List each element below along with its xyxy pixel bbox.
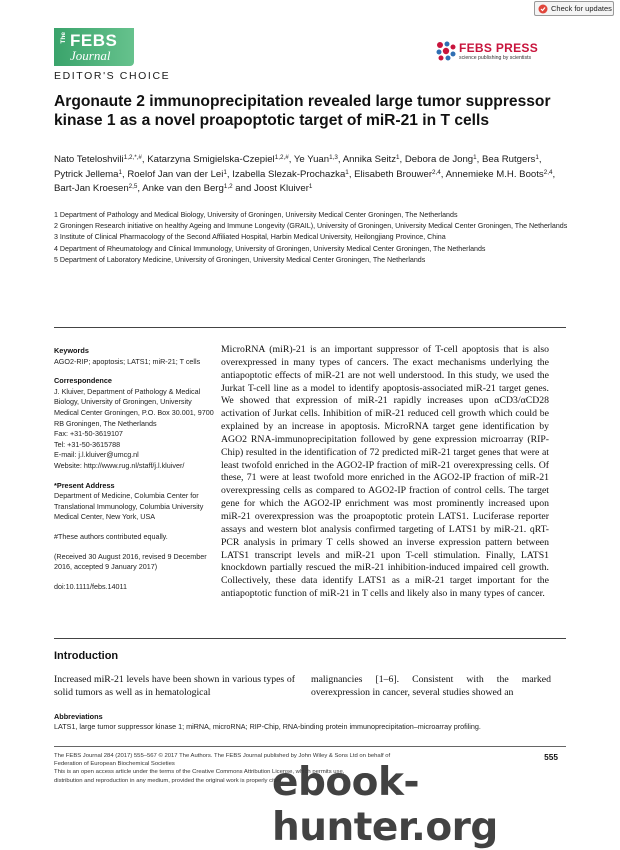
author-name: Roelof Jan van der Lei	[127, 168, 224, 180]
affiliation-item: 2 Groningen Research initiative on healthy Ageing and Immune Longevity (GRAIL), University of Groningen, University Medical Center Groningen, The Netherlands	[54, 222, 568, 231]
press-name: FEBS PRESS	[459, 41, 539, 55]
received-dates: (Received 30 August 2016, revised 9 December 2016, accepted 9 January 2017)	[54, 551, 207, 572]
introduction-column-left: Increased miR-21 levels have been shown in various types of solid tumors as well as in hematological	[54, 674, 295, 698]
logo-the: The	[60, 32, 67, 44]
author-name: Bart-Jan Kroesen	[54, 183, 129, 195]
author-affiliation-marker: 1	[345, 168, 349, 176]
author-name: Annemieke M.H. Boots	[445, 168, 544, 180]
check-for-updates-button[interactable]	[534, 1, 614, 16]
affiliation-list	[54, 210, 574, 266]
check-updates-icon	[538, 4, 548, 14]
affiliation-item: 1 Department of Pathology and Medical Biology, University of Groningen, University Medical Center Groningen, The Netherlands	[54, 211, 458, 219]
divider	[54, 638, 566, 639]
author-affiliation-marker: 2,5	[128, 183, 138, 191]
author-name: Annika Seitz	[342, 154, 397, 165]
febs-journal-logo	[54, 28, 134, 66]
divider	[54, 327, 566, 328]
author-affiliation-marker: 1	[223, 168, 227, 176]
page-number: 555	[544, 752, 558, 762]
febs-press-logo	[435, 38, 540, 64]
logo-journal: Journal	[70, 48, 111, 63]
author-affiliation-marker: 1	[308, 183, 313, 191]
footer-line: This is an open access article under the terms of the Creative Commons Attribution License, which permits use,	[54, 769, 345, 776]
abbreviations-heading: Abbreviations	[54, 712, 103, 721]
footer-line: distribution and reproduction in any medium, provided the original work is properly cited.	[54, 777, 284, 784]
keywords-heading: Keywords	[54, 346, 89, 355]
fax-text: Fax: +31-50-3619107	[54, 429, 123, 439]
author-name: Debora de Jong	[404, 154, 474, 165]
correspondence-text: J. Kluiver, Department of Pathology & Medical Biology, University of Groningen, University Medical Center Groningen, P.O. Box 30.001, 9700 RB Groningen, The Netherlands	[54, 386, 214, 428]
keywords-block	[54, 346, 214, 367]
author-affiliation-marker: 1,3	[329, 154, 338, 161]
author-name: Katarzyna Smigielska-Czepiel	[147, 154, 275, 165]
present-address-block	[54, 481, 214, 523]
tel-text: Tel: +31-50-3615788	[54, 439, 121, 449]
author-name: Izabella Slezak-Prochazka	[232, 168, 346, 180]
footer-line: The FEBS Journal 284 (2017) 555–567 © 2017 The Authors. The FEBS Journal published by John Wiley & Sons Ltd on behalf of	[54, 753, 391, 759]
abstract-text: MicroRNA (miR)-21 is an important suppressor of T-cell apoptosis that is also overexpressed in many types of cancers. The exact mechanisms underlying the antiapoptotic effects of miR-21 are not well understood. In this study, we used the Jurkat T-cell line as a model to identify apoptosis-associated miR-21 target genes. We showed that expression of miR-21 rapidly increases upon αCD3/αCD28 activation of Jurkat cells. Inhibition of miR-21 reduced cell growth which could be explained by an increase in apoptosis. MicroRNA target gene identification by AGO2 RNA-immunoprecipitation followed by gene expression microarray (RIP-Chip) resulted in the identification of 72 predicted miR-21 target genes that were at least twofold enriched in the AGO2-IP fraction of miR-21 overexpressing cells. Of these, 71 were at least twofold more enriched in the AGO2-IP fraction of miR-21 overexpressing cells as compared to AGO2-IP fraction of control cells. The target gene for which the AGO2-IP enrichment was most prominently increased upon miR-21 overexpression was the proapoptotic protein LATS1. Luciferase reporter assays and western blot analysis confirmed targeting of LATS1 by miR-21. qRT-PCR analysis in primary T cells showed an inverse expression pattern between LATS1 transcript levels and miR-21 upon T-cell stimulation. Finally, LATS1 knockdown partially rescued the miR-21 inhibition-induced impaired cell growth. Collectively, these data identify LATS1 as a miR-21 target important for the antiapoptotic function of miR-21 in T cells and likely also in many types of cancer.	[221, 344, 549, 600]
correspondence-block	[54, 376, 214, 471]
footer-line: Federation of European Biochemical Societies	[54, 761, 175, 768]
author-name: Bea Rutgers	[482, 154, 536, 165]
abbreviations-text: LATS1, large tumor suppressor kinase 1; miRNA, microRNA; RIP-Chip, RNA-binding protein immunoprecipitation–microarray profiling.	[54, 722, 481, 731]
present-address-text: Department of Medicine, Columbia Center for Translational Immunology, Columbia University Medical Center, New York, USA	[54, 491, 204, 522]
editors-choice-label: EDITOR'S CHOICE	[54, 70, 171, 82]
keywords-text: AGO2-RIP; apoptosis; LATS1; miR-21; T cells	[54, 356, 201, 366]
author-affiliation-marker: 1	[396, 154, 400, 161]
affiliation-item: 5 Department of Laboratory Medicine, University of Groningen, University Medical Center Groningen, The Netherlands	[54, 255, 426, 264]
press-tagline: science publishing by scientists	[459, 55, 532, 61]
doi-link[interactable]: doi:10.1111/febs.14011	[54, 581, 127, 591]
author-affiliation-marker: 1,2,#	[274, 154, 289, 161]
article-sidebar	[54, 346, 214, 601]
watermark: ebook-hunter.org	[272, 760, 498, 850]
author-affiliation-marker: 2,4	[543, 168, 553, 176]
equal-contribution-note: #These authors contributed equally.	[54, 531, 168, 541]
check-updates-label: Check for updates	[551, 4, 612, 13]
febs-press-dots-icon	[435, 40, 457, 62]
author-affiliation-marker: 2,4	[432, 168, 441, 176]
affiliation-item: 3 Institute of Clinical Pharmacology of the Second Affiliated Hospital, Harbin Medical University, Heilongjiang Province, China	[54, 233, 446, 242]
website-link[interactable]: Website: http://www.rug.nl/staff/j.l.kluiver/	[54, 460, 185, 470]
author-name: Pytrick Jellema	[54, 168, 119, 180]
introduction-column-right: malignancies [1–6]. Consistent with the marked overexpression in cancer, several studies showed an	[311, 674, 551, 698]
author-affiliation-marker: 1,2,*,#	[123, 154, 142, 161]
article-title: Argonaute 2 immunoprecipitation revealed large tumor suppressor kinase 1 as a novel proapoptotic target of miR-21 in T cells	[54, 93, 551, 129]
author-and: and	[235, 183, 252, 195]
affiliation-item: 4 Department of Rheumatology and Clinical Immunology, University of Groningen, University Medical Center Groningen, The Netherlands	[54, 244, 486, 253]
author-name: Elisabeth Brouwer	[354, 168, 433, 180]
author-affiliation-marker: 1	[118, 168, 123, 176]
author-affiliation-marker: 1,2	[223, 183, 233, 191]
present-address-heading: *Present Address	[54, 480, 115, 490]
author-name: Joost Kluiver	[253, 183, 309, 195]
author-affiliation-marker: 1	[473, 154, 477, 161]
logo-febs: FEBS	[70, 31, 118, 50]
author-name: Anke van den Berg	[142, 183, 224, 195]
author-list: Nato Teteloshvili$^{1,2,*,\#}$, Katarzyna Smigielska-Czepiel$^{1,2,\#}$, Ye Yuan$^{1,3}$, Annika Seitz$^1$, Debora de Jong$^1$, Bea Rutgers$^1$, Pytrick Jellema$^1$, Roelof Jan van der Lei$^1$, Izabella Slezak-Prochazka$^1$, Elisabeth Brouwer$^{2,4}$, Annemieke M.H. Boots$^{2,4}$, Bart-Jan Kroesen$^{2,5}$, Anke van den Berg$^{1,2}$ and Joost Kluiver$^1$	[54, 154, 556, 195]
introduction-heading: Introduction	[54, 650, 119, 662]
email-link[interactable]: E-mail: j.l.kluiver@umcg.nl	[54, 450, 139, 460]
author-affiliation-marker: 1	[535, 154, 539, 161]
author-name: Nato Teteloshvili	[54, 154, 124, 165]
author-name: Ye Yuan	[293, 154, 330, 165]
correspondence-heading: Correspondence	[54, 376, 112, 386]
footer-divider	[54, 746, 566, 747]
